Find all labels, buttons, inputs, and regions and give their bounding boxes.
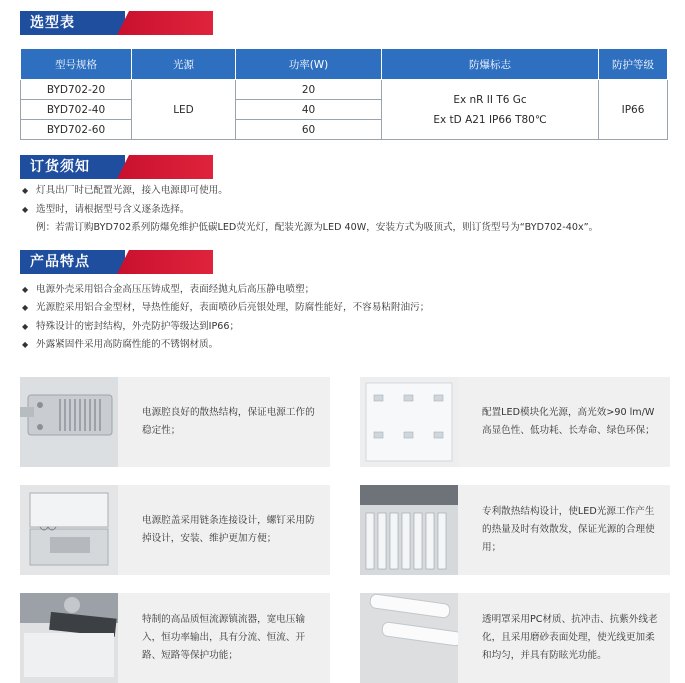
feature-card-text: 电源腔盖采用链条连接设计，螺钉采用防掉设计，安装、维护更加方便； xyxy=(142,515,315,544)
ordering-example: 例：若需订购BYD702系列防爆免维护低碳LED荧光灯，配装光源为LED 40W，安装方式为吸顶式，则订货型号为“BYD702-40x”。 xyxy=(36,222,599,233)
section-title-ordering: 订货须知 xyxy=(20,155,125,179)
feature-card-text: 配置LED模块化光源，高光效>90 lm/W 高显色性、低功耗、长寿命、绿色环保； xyxy=(482,407,655,436)
cell-model: BYD702-60 xyxy=(21,120,132,140)
section-header-features xyxy=(20,250,213,274)
list-item: ◆ 灯具出厂时已配置光源，接入电源即可使用。 xyxy=(22,185,228,196)
cell-ex-mark xyxy=(382,80,599,140)
header-accent-bar xyxy=(117,250,213,274)
ex-mark-line-2: Ex tD A21 IP66 T80℃ xyxy=(433,113,547,126)
feature-card xyxy=(20,485,330,575)
col-header-protection: 防护等级 xyxy=(599,49,668,80)
cell-model: BYD702-40 xyxy=(21,100,132,120)
list-item: ◆ 光源腔采用铝合金型材，导热性能好，表面喷砂后亮银处理，防腐性能好，不容易粘附油污； xyxy=(22,302,430,313)
ballast-photo xyxy=(20,593,118,683)
col-header-ex-mark: 防爆标志 xyxy=(382,49,599,80)
feature-card-text: 特制的高品质恒流源镇流器，宽电压输入，恒功率输出，具有分流、恒流、开路、短路等保护功能； xyxy=(142,614,306,661)
pc-cover-photo xyxy=(360,593,458,683)
diamond-bullet-icon: ◆ xyxy=(22,322,29,331)
header-accent-bar xyxy=(117,155,213,179)
feature-card-text: 透明罩采用PC材质、抗冲击、抗紫外线老化，且采用磨砂表面处理，使光线更加柔和均匀，并具有防眩光功能。 xyxy=(482,614,658,661)
col-header-model: 型号规格 xyxy=(21,49,132,80)
cell-power: 60 xyxy=(236,120,382,140)
feature-card xyxy=(20,593,330,683)
cell-power: 40 xyxy=(236,100,382,120)
list-item: ◆ 选型时，请根据型号含义逐条选择。 xyxy=(22,204,190,215)
diamond-bullet-icon: ◆ xyxy=(22,186,29,195)
section-header-ordering xyxy=(20,155,213,179)
selection-table xyxy=(20,48,668,140)
diamond-bullet-icon: ◆ xyxy=(22,285,29,294)
feature-card-text: 电源腔良好的散热结构，保证电源工作的稳定性； xyxy=(142,407,315,436)
diamond-bullet-icon: ◆ xyxy=(22,340,29,349)
list-item: ◆ 电源外壳采用铝合金高压压铸成型，表面经抛丸后高压静电喷塑； xyxy=(22,284,315,295)
table-row xyxy=(21,80,668,100)
section-header-selection xyxy=(20,11,213,35)
diamond-bullet-icon: ◆ xyxy=(22,205,29,214)
heat-sink-photo xyxy=(360,485,458,575)
ex-mark-line-1: Ex nR II T6 Gc xyxy=(453,93,527,106)
feature-card xyxy=(360,485,670,575)
feature-card xyxy=(360,593,670,683)
led-module-photo xyxy=(360,377,458,467)
list-item: ◆ 特殊设计的密封结构，外壳防护等级达到IP66； xyxy=(22,321,240,332)
list-item: ◆ 外露紧固件采用高防腐性能的不锈钢材质。 xyxy=(22,339,219,350)
feature-card xyxy=(360,377,670,467)
col-header-power: 功率(W) xyxy=(236,49,382,80)
cell-light-source: LED xyxy=(132,80,236,140)
cell-model: BYD702-20 xyxy=(21,80,132,100)
header-accent-bar xyxy=(117,11,213,35)
col-header-light-source: 光源 xyxy=(132,49,236,80)
feature-card-text: 专利散热结构设计，使LED光源工作产生的热量及时有效散发，保证光源的合理使用； xyxy=(482,506,655,553)
power-box-photo xyxy=(20,377,118,467)
chain-cover-photo xyxy=(20,485,118,575)
diamond-bullet-icon: ◆ xyxy=(22,303,29,312)
cell-power: 20 xyxy=(236,80,382,100)
section-title-selection: 选型表 xyxy=(20,11,125,35)
cell-protection: IP66 xyxy=(599,80,668,140)
feature-card xyxy=(20,377,330,467)
section-title-features: 产品特点 xyxy=(20,250,125,274)
